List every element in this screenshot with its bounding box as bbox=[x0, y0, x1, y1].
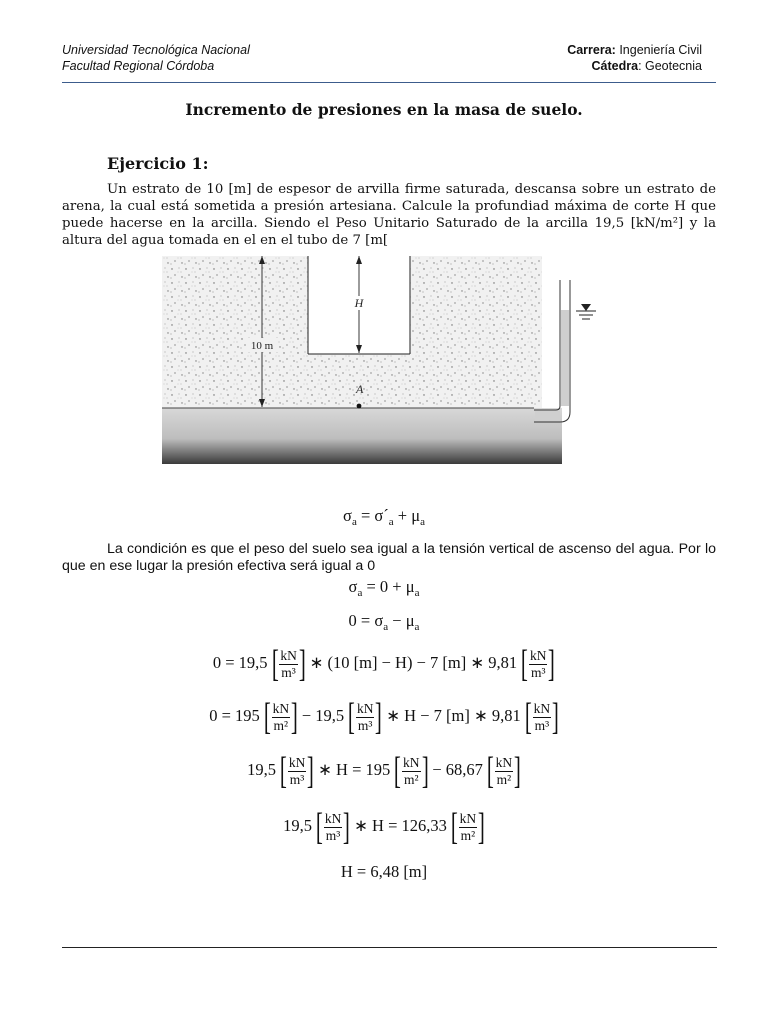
eq3-lhs: 0 = σ bbox=[348, 611, 384, 630]
unit-num: kN bbox=[495, 754, 513, 770]
water-level-icon bbox=[581, 304, 591, 311]
eq2-sub-b: a bbox=[414, 587, 420, 599]
eq5-part-b: − 19,5 bbox=[297, 705, 349, 725]
eq4-part-b: ∗ (10 [m] − H) − 7 [m] ∗ 9,81 bbox=[305, 652, 522, 672]
university-name: Universidad Tecnológica Nacional bbox=[62, 43, 250, 57]
unit-kn-m2: [ $\frac{kN}{\text{m²}}$ ] bbox=[263, 696, 298, 738]
equation-7 bbox=[0, 808, 768, 846]
condition-text: La condición es que el peso del suelo sea igual a la tensión vertical de ascenso del agua. Por lo que en ese lugar la presión efectiva será igual a 0 bbox=[62, 541, 716, 574]
unit-kn-m3: [ $\frac{kN}{\text{m³}}$ ] bbox=[348, 696, 383, 738]
career-value: Ingeniería Civil bbox=[615, 43, 702, 57]
unit-kn-m2: [ $\frac{kN}{\text{m²}}$ ] bbox=[394, 750, 429, 792]
unit-den: m² bbox=[273, 717, 289, 733]
equation-result: H = 6,48 [m] bbox=[340, 862, 428, 881]
dimension-H: H bbox=[354, 296, 364, 310]
dimension-10m: 10 m bbox=[250, 340, 274, 352]
eq5-part-c: ∗ H − 7 [m] ∗ 9,81 bbox=[382, 705, 525, 725]
unit-num: kN bbox=[272, 700, 290, 716]
header-right bbox=[567, 42, 702, 74]
unit-kn-m2: [ $\frac{kN}{\text{m²}}$ ] bbox=[486, 750, 521, 792]
career-label: Carrera: bbox=[567, 43, 616, 57]
unit-kn-m3: [ $\frac{kN}{\text{m³}}$ ] bbox=[280, 750, 315, 792]
eq1-pore: + μ bbox=[393, 506, 421, 525]
unit-kn-m3: [ $\frac{kN}{\text{m³}}$ ] bbox=[271, 643, 306, 685]
eq2-sub-a: a bbox=[357, 587, 363, 599]
equation-4 bbox=[0, 645, 768, 683]
soil-profile-figure bbox=[156, 252, 626, 488]
unit-kn-m3: [ $\frac{kN}{\text{m³}}$ ] bbox=[524, 696, 559, 738]
unit-kn-m3: [ $\frac{kN}{\text{m³}}$ ] bbox=[521, 643, 556, 685]
equation-total-stress bbox=[0, 506, 768, 528]
sand-layer bbox=[162, 408, 562, 464]
equation-2 bbox=[0, 577, 768, 599]
equation-5 bbox=[0, 698, 768, 736]
eq1-sigma: σ bbox=[343, 506, 352, 525]
unit-num: kN bbox=[459, 810, 477, 826]
eq3-sub-b: a bbox=[414, 621, 420, 633]
unit-kn-m2: [ $\frac{kN}{\text{m²}}$ ] bbox=[450, 806, 485, 848]
eq1-sub-a: a bbox=[351, 516, 357, 528]
unit-den: m³ bbox=[530, 664, 546, 680]
unit-num: kN bbox=[529, 647, 547, 663]
unit-den: m³ bbox=[281, 664, 296, 680]
eq5-part-a: 0 = 195 bbox=[209, 705, 264, 725]
unit-num: kN bbox=[288, 754, 306, 770]
condition-paragraph bbox=[62, 541, 716, 575]
eq2-rhs: = 0 + μ bbox=[362, 577, 415, 596]
unit-num: kN bbox=[280, 647, 297, 663]
eq1-sub-b: a bbox=[388, 516, 394, 528]
point-A-label: A bbox=[356, 382, 364, 396]
exercise-heading: Ejercicio 1: bbox=[107, 154, 209, 173]
chair-line bbox=[567, 58, 702, 74]
eq2-sigma: σ bbox=[348, 577, 358, 596]
unit-num: kN bbox=[533, 700, 551, 716]
eq1-effective: = σ´ bbox=[356, 506, 389, 525]
chair-value: : Geotecnia bbox=[638, 59, 702, 73]
footer-divider bbox=[62, 947, 717, 948]
eq7-part-b: ∗ H = 126,33 bbox=[349, 815, 452, 835]
eq3-sub-a: a bbox=[383, 621, 389, 633]
eq7-part-a: 19,5 bbox=[283, 815, 317, 835]
unit-den: m³ bbox=[357, 717, 373, 733]
unit-num: kN bbox=[324, 810, 342, 826]
equation-3 bbox=[0, 611, 768, 633]
header-left bbox=[62, 42, 250, 74]
exercise-statement bbox=[62, 181, 716, 249]
unit-kn-m3: [ $\frac{kN}{\text{m³}}$ ] bbox=[316, 806, 351, 848]
eq1-sub-c: a bbox=[420, 516, 425, 528]
unit-num: kN bbox=[356, 700, 374, 716]
unit-den: m² bbox=[496, 771, 512, 787]
unit-num: kN bbox=[403, 754, 420, 770]
eq4-part-a: 0 = 19,5 bbox=[212, 652, 272, 672]
header-divider bbox=[62, 82, 716, 83]
career-line bbox=[567, 42, 702, 58]
unit-den: m² bbox=[404, 771, 419, 787]
eq3-rhs: − μ bbox=[388, 611, 415, 630]
eq6-part-c: − 68,67 bbox=[428, 759, 488, 779]
eq6-part-b: ∗ H = 195 bbox=[313, 759, 395, 779]
chair-label: Cátedra bbox=[591, 59, 639, 73]
eq6-part-a: 19,5 bbox=[247, 759, 281, 779]
unit-den: m³ bbox=[534, 717, 550, 733]
unit-den: m³ bbox=[325, 827, 341, 843]
point-A bbox=[357, 404, 362, 409]
equation-6 bbox=[0, 752, 768, 790]
page-title: Incremento de presiones en la masa de suelo. bbox=[185, 100, 583, 119]
statement-text: Un estrato de 10 [m] de espesor de arvilla firme saturada, descansa sobre un estrato de arena, la cual está sometida a presión artesiana. Calcule la profundiad máxima de corte H que puede hacerse en la arcilla. Siendo el Peso Unitario Saturado de la arcilla 19,5 [kN/m²] y la altura del agua tomada en el en el tubo de 7 [m[ bbox=[62, 182, 716, 248]
unit-den: m² bbox=[460, 827, 476, 843]
unit-den: m³ bbox=[289, 771, 305, 787]
faculty-name: Facultad Regional Córdoba bbox=[62, 59, 215, 73]
